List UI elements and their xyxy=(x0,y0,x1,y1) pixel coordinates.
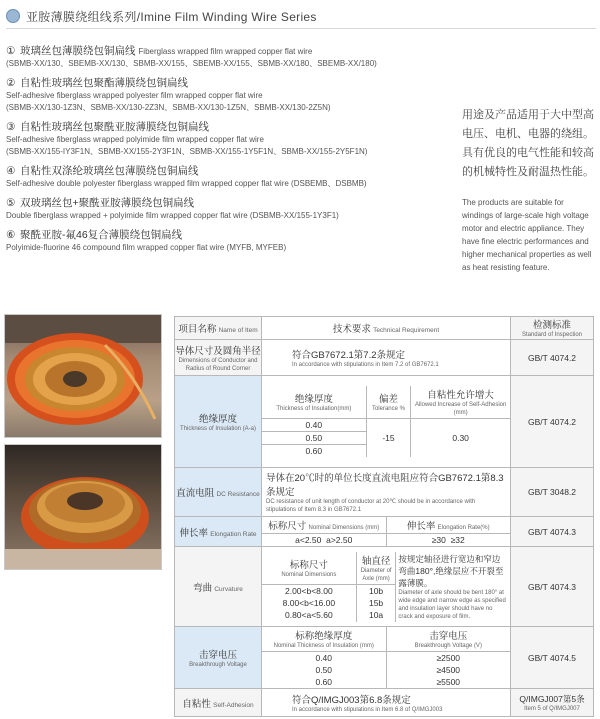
bv-label: 击穿电压 Breakthrough Voltage xyxy=(175,627,262,689)
table-row-breakthrough-voltage xyxy=(175,627,594,689)
curv-label: 弯曲 Curvature xyxy=(175,547,262,627)
item-en-name: Fiberglass wrapped film wrapped copper flat wire xyxy=(138,47,313,56)
item-cn-name: 自粘性玻璃丝包聚酰亚胺薄膜绕包铜扁线 xyxy=(20,121,209,133)
table-row-elongation xyxy=(175,517,594,547)
dims-req: 符合GB7672.1第7.2条规定 In accordance with stipulations in Item 7.2 of GB7672.1 xyxy=(262,340,511,376)
application-cn: 用途及产品适用于大中型高电压、电机、电器的绕组。具有优良的电气性能和较高的机械特性及耐温热性能。 xyxy=(462,109,594,178)
elong-std: GB/T 4074.3 xyxy=(511,517,594,547)
product-item xyxy=(6,120,456,158)
header-item-cell: 项目名称 Name of Item xyxy=(175,317,262,340)
application-description xyxy=(462,106,596,274)
table-row-curvature xyxy=(175,547,594,627)
item-number: ③ xyxy=(6,121,16,133)
item-number: ④ xyxy=(6,165,16,177)
dc-std: GB/T 3048.2 xyxy=(511,468,594,517)
item-models: (SBMB-XX/155-IY3F1N、SBMB-XX/155-2Y3F1N、SBMB-XX/155-1Y5F1N、SBMB-XX/155-2Y5F1N) xyxy=(6,147,368,156)
product-item xyxy=(6,44,456,70)
dc-req: 导体在20℃时的单位长度直流电阻应符合GB7672.1第8.3条规定 DC resistance of unit length of conductor at 20℃ should be in accordance with stipulations of Item 8.3 in GB7672.1 xyxy=(262,468,511,517)
table-row-dc-resistance xyxy=(175,468,594,517)
item-number: ② xyxy=(6,77,16,89)
adh-std: Q/IMGJ007第5条 Item 5 of Q/IMGJ007 xyxy=(511,689,594,717)
table-row-self-adhesion xyxy=(175,689,594,717)
item-number: ⑤ xyxy=(6,197,16,209)
table-header-row xyxy=(175,317,594,340)
item-number: ① xyxy=(6,45,16,57)
product-list xyxy=(6,44,456,260)
dims-std: GB/T 4074.2 xyxy=(511,340,594,376)
thick-std: GB/T 4074.2 xyxy=(511,376,594,468)
elong-req: 标称尺寸 Nominal Dimensions (mm) 伸长率 Elongation Rate(%) a<2.50 a>2.50 ≥30 ≥32 xyxy=(262,517,511,547)
curv-std: GB/T 4074.3 xyxy=(511,547,594,627)
product-item xyxy=(6,164,456,190)
product-item xyxy=(6,228,456,254)
bv-req: 标称绝缘厚度 Nominal Thickness of Insulation (mm) 击穿电压 Breakthrough Voltage (V) 0.40 ≥2500 0.50 ≥4500 0.60 ≥5500 xyxy=(262,627,511,689)
item-cn-name: 双玻璃丝包+聚酰亚胺薄膜绕包铜扁线 xyxy=(20,197,195,209)
item-cn-name: 玻璃丝包薄膜绕包铜扁线 xyxy=(20,45,136,57)
page-title: 亚胺薄膜绕组线系列/Imine Film Winding Wire Series xyxy=(26,10,317,24)
header-bullet-icon xyxy=(6,9,20,23)
item-number: ⑥ xyxy=(6,229,16,241)
page-header xyxy=(6,6,596,28)
item-models: (SBMB-XX/130、SBEMB-XX/130、SBMB-XX/155、SBEMB-XX/155、SBMB-XX/180、SBEMB-XX/180) xyxy=(6,59,377,68)
product-item xyxy=(6,76,456,114)
spec-table xyxy=(174,316,594,717)
item-en-name: Polyimide-fluorine 46 compound film wrapped copper flat wire (MYFB, MYFEB) xyxy=(6,243,287,252)
thick-req: 绝缘厚度 Thickness of Insulation(mm) 偏差 Tolerance % 自粘性允许增大 Allowed Increase of Self-Adhesion (mm) 0.40 -15 0.30 0.50 0.60 xyxy=(262,376,511,468)
adh-label: 自粘性 Self-Adhesion xyxy=(175,689,262,717)
item-en-name: Self-adhesive fiberglass wrapped polyimide film wrapped copper flat wire xyxy=(6,135,264,144)
header-req-cell: 技术要求 Technical Requirement xyxy=(262,317,511,340)
item-en-name: Double fiberglass wrapped + polyimide film wrapped copper flat wire (DSBMB-XX/155-1Y3F1) xyxy=(6,211,339,220)
item-en-name: Self-adhesive fiberglass wrapped polyester film wrapped copper flat wire xyxy=(6,91,263,100)
item-cn-name: 自粘性玻璃丝包聚酯薄膜绕包铜扁线 xyxy=(20,77,188,89)
adh-req: 符合Q/IMGJ003第6.8条规定 In accordance with stipulations in Item 6.8 of Q/IMGJ003 xyxy=(262,689,511,717)
copper-coil-image xyxy=(5,445,161,569)
elong-label: 伸长率 Elongation Rate xyxy=(175,517,262,547)
table-row-thickness xyxy=(175,376,594,468)
header-std-cell: 检测标准 Standard of Inspection xyxy=(511,317,594,340)
product-photo-spool-bottom xyxy=(4,444,162,570)
dc-label: 直流电阻 DC Resistance xyxy=(175,468,262,517)
table-row-dimensions xyxy=(175,340,594,376)
product-photo-spool-top xyxy=(4,314,162,438)
item-cn-name: 自粘性双涤纶玻璃丝包薄膜绕包铜扁线 xyxy=(20,165,199,177)
thick-label: 绝缘厚度 Thickness of Insulation (A-a) xyxy=(175,376,262,468)
item-en-name: Self-adhesive double polyester fiberglass wrapped film wrapped copper flat wire (DSBEMB、DSBMB) xyxy=(6,179,367,188)
product-item xyxy=(6,196,456,222)
bv-std: GB/T 4074.5 xyxy=(511,627,594,689)
item-models: (SBMB-XX/130-1Z3N、SBMB-XX/130-2Z3N、SBMB-XX/130-1Z5N、SBMB-XX/130-2Z5N) xyxy=(6,103,331,112)
copper-spool-image xyxy=(5,315,161,437)
header-divider xyxy=(6,28,596,29)
application-en: The products are suitable for windings of large-scale high voltage motor and electric appliance. They have fine electric performances and higher mechanical properties as well as heat resisting feature. xyxy=(462,198,592,272)
dims-label: 导体尺寸及圆角半径 Dimensions of Conductor and Radius of Round Corner xyxy=(175,340,262,376)
curv-req: 标称尺寸 Nominal Dimensions 轴直径 Diameter of Axle (mm) 按规定轴径进行宽边和窄边弯曲180°,绝缘层应不开裂至露薄膜。 Diameter of axle should be bent 180° at wide edge and narrow edge as specified and insulation layer should have no crack and exposure of film. 2.00<b<8.00 10b 8.00<b<16.00 15b 0.80<a<5.60 10a xyxy=(262,547,511,627)
item-cn-name: 聚酰亚胺-氟46复合薄膜绕包铜扁线 xyxy=(20,229,183,241)
